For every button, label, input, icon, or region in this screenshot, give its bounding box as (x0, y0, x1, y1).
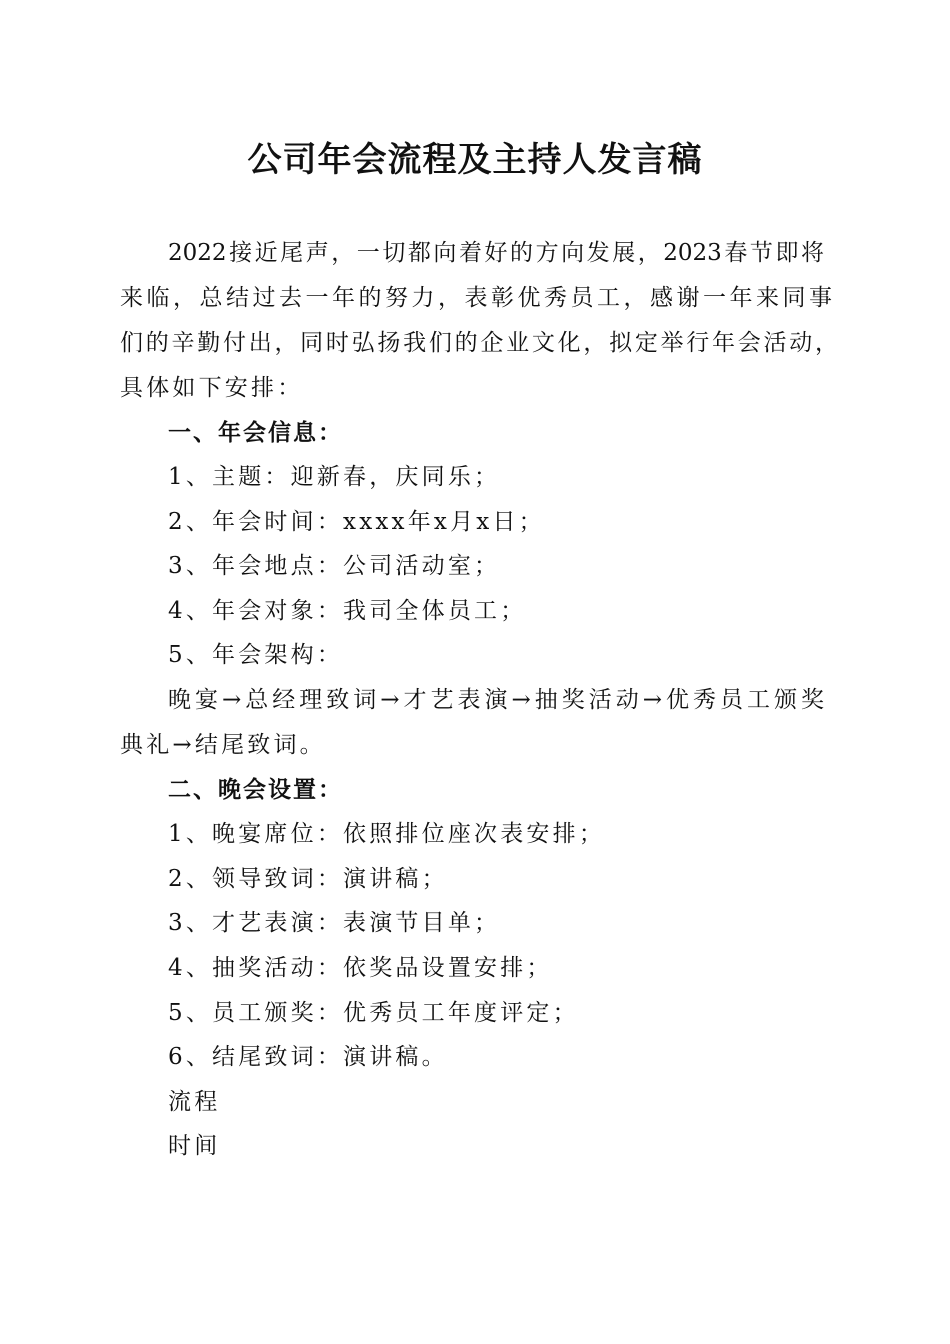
section2-item: 3、才艺表演：表演节目单； (168, 910, 501, 936)
document-title: 公司年会流程及主持人发言稿 (247, 140, 703, 180)
section2-item: 6、结尾致词：演讲稿。 (168, 1044, 448, 1070)
section2-item: 4、抽奖活动：依奖品设置安排； (168, 955, 553, 981)
section2-item: 5、员工颁奖：优秀员工年度评定； (168, 1000, 579, 1026)
structure-line-1: 晚宴→总经理致词→才艺表演→抽奖活动→优秀员工颁奖 (168, 687, 824, 713)
section2-item: 2、领导致词：演讲稿； (168, 866, 448, 892)
section2-heading: 二、晚会设置： (168, 777, 343, 803)
trailing-text-flow: 流程 (168, 1089, 221, 1115)
trailing-text-time: 时间 (168, 1133, 221, 1159)
section1-item: 2、年会时间：xxxx年x月x日； (168, 509, 545, 535)
section1-item: 1、主题：迎新春，庆同乐； (168, 464, 501, 490)
section1-item: 4、年会对象：我司全体员工； (168, 598, 527, 624)
section1-item: 5、年会架构： (168, 642, 344, 668)
section2-item: 1、晚宴席位：依照排位座次表安排； (168, 821, 606, 847)
section1-item: 3、年会地点：公司活动室； (168, 553, 501, 579)
intro-line-3: 们的辛勤付出，同时弘扬我们的企业文化，拟定举行年会活动， (120, 330, 838, 356)
structure-line-2: 典礼→结尾致词。 (120, 732, 326, 758)
intro-line-1: 2022接近尾声，一切都向着好的方向发展，2023春节即将 (168, 240, 824, 266)
intro-line-4: 具体如下安排： (120, 375, 304, 401)
section1-heading: 一、年会信息： (168, 420, 343, 446)
intro-line-2: 来临，总结过去一年的努力，表彰优秀员工，感谢一年来同事 (120, 285, 832, 311)
